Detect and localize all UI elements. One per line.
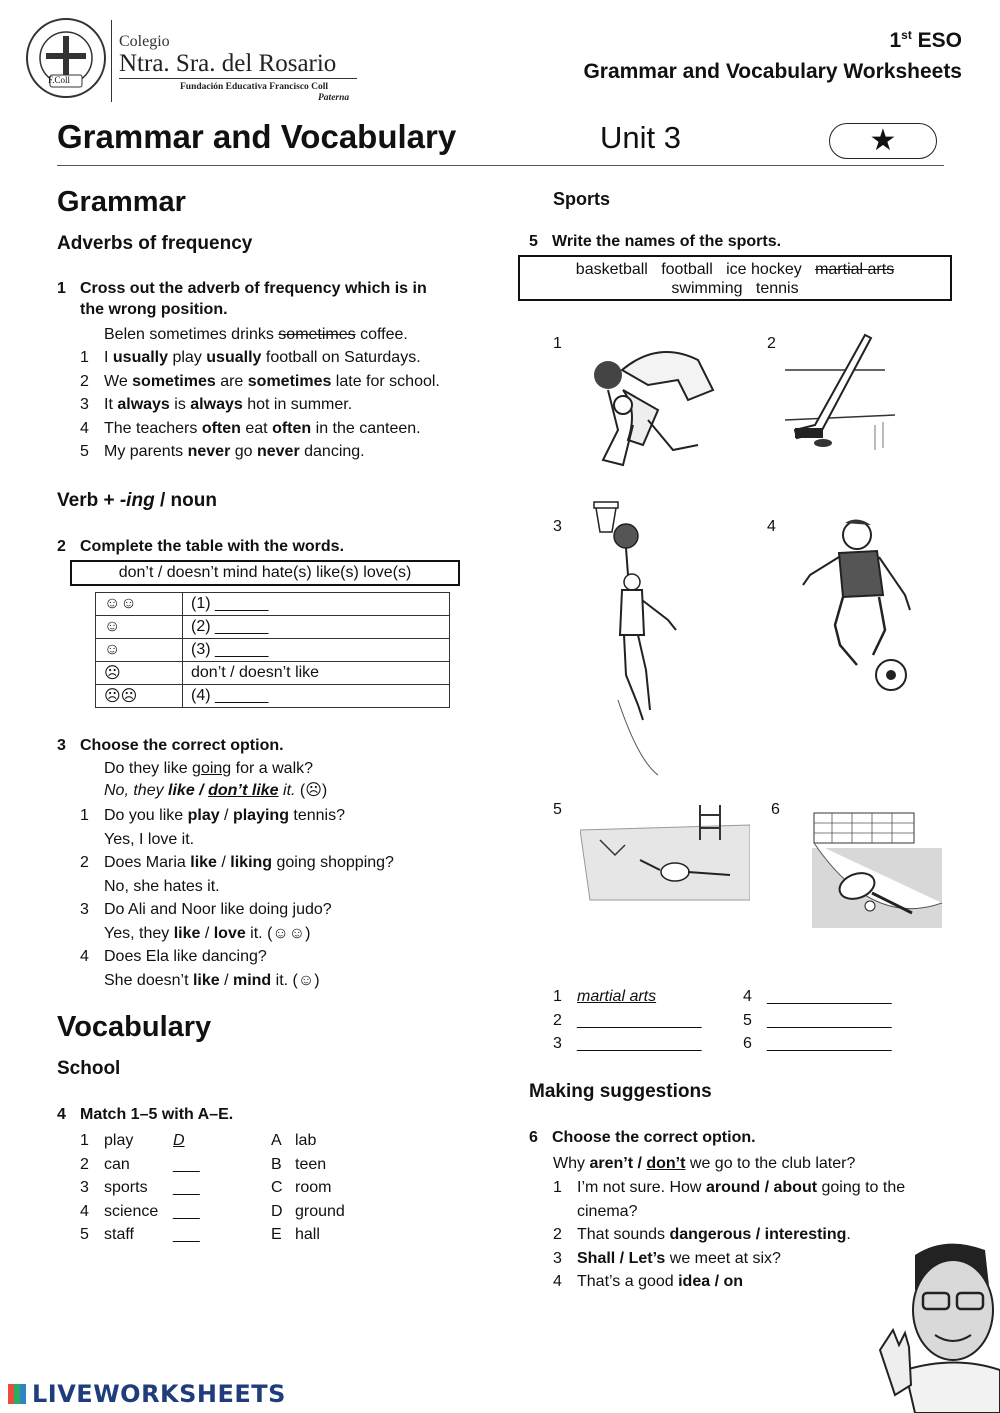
face-icon: ☹ xyxy=(96,662,183,685)
ice-hockey-picture-icon xyxy=(785,330,905,475)
school-logo-icon xyxy=(26,18,106,98)
table-cell[interactable]: (2) ______ xyxy=(183,616,450,639)
list-item[interactable]: 5 staff ___ E hall xyxy=(80,1226,320,1243)
city-name: Paterna xyxy=(318,93,350,103)
list-item[interactable]: 4 The teachers often eat often in the canteen. xyxy=(80,419,421,437)
picture-number: 1 xyxy=(553,335,562,352)
exercise-5-instruction: Write the names of the sports. xyxy=(552,233,782,250)
picture-number: 4 xyxy=(767,518,776,535)
answer-field[interactable]: ______________ xyxy=(577,1035,702,1052)
exercise-1-list xyxy=(80,348,440,466)
table-row xyxy=(96,639,450,662)
exercise-5-wordbox xyxy=(518,255,952,301)
list-item[interactable]: 2 We sometimes are sometimes late for school. xyxy=(80,372,440,390)
table-row xyxy=(96,616,450,639)
table-row xyxy=(96,662,450,685)
list-item-answer[interactable]: Yes, they like / love it. (☺☺) xyxy=(104,924,311,942)
tennis-picture-icon xyxy=(812,808,942,928)
grammar-heading: Grammar xyxy=(57,186,186,218)
answer-row: 3 ______________ 6 ______________ xyxy=(553,1035,892,1052)
table-cell[interactable]: (1) ______ xyxy=(183,593,450,616)
sports-heading: Sports xyxy=(553,189,611,209)
exercise-4-instruction: Match 1–5 with A–E. xyxy=(80,1106,234,1123)
verb-ing-heading: Verb + -ing / noun xyxy=(57,490,217,511)
list-item-answer: Yes, I love it. xyxy=(104,830,195,848)
list-item[interactable]: 3 It always is always hot in summer. xyxy=(80,396,353,413)
exercise-6-number: 6 xyxy=(529,1129,538,1146)
swimming-picture-icon xyxy=(580,800,750,905)
exercise-2-number: 2 xyxy=(57,538,66,555)
face-icon: ☺ xyxy=(96,616,183,639)
list-item[interactable]: 1 I usually play usually football on Saturdays. xyxy=(80,349,421,366)
exercise-1-number: 1 xyxy=(57,280,66,297)
answer-field[interactable]: martial arts xyxy=(577,988,657,1005)
exercise-2-wordbox: don’t / doesn’t mind hate(s) like(s) love(s) xyxy=(70,560,460,586)
table-row xyxy=(96,685,450,708)
exercise-5-number: 5 xyxy=(529,233,538,250)
list-item: 4 Does Ela like dancing? xyxy=(80,948,267,965)
exercise-3-instruction: Choose the correct option. xyxy=(80,737,284,754)
list-item[interactable]: 4 science ___ D ground xyxy=(80,1202,345,1220)
list-item[interactable]: 5 My parents never go never dancing. xyxy=(80,443,365,460)
worksheet-title: Grammar and Vocabulary Worksheets xyxy=(583,60,962,83)
picture-number: 2 xyxy=(767,335,776,352)
list-item[interactable]: 1 I’m not sure. How around / about going to the xyxy=(553,1179,906,1196)
title-rule xyxy=(57,165,944,166)
exercise-6-list xyxy=(553,1178,905,1296)
list-item[interactable]: 2 That sounds dangerous / interesting. xyxy=(553,1226,851,1243)
face-icon: ☹☹ xyxy=(96,685,183,708)
basketball-picture-icon xyxy=(588,500,698,780)
suggestions-heading: Making suggestions xyxy=(529,1081,712,1102)
exercise-6-example: Why aren’t / don’t we go to the club later? xyxy=(553,1155,856,1172)
answer-field[interactable]: ______________ xyxy=(767,1035,892,1052)
table-cell: don’t / doesn’t like xyxy=(183,662,450,685)
logo-bottom-text: F.Coll xyxy=(48,75,71,85)
list-item[interactable]: 1 play D A lab xyxy=(80,1132,317,1149)
picture-number: 3 xyxy=(553,518,562,535)
list-item-continuation: cinema? xyxy=(577,1202,638,1220)
star-level-icon: ★ xyxy=(829,123,937,159)
page-title: Grammar and Vocabulary xyxy=(57,118,457,155)
list-item: 3 Do Ali and Noor like doing judo? xyxy=(80,901,332,918)
answer-field[interactable]: ______________ xyxy=(577,1011,702,1029)
sports-answers xyxy=(553,987,953,1058)
exercise-3-example-answer: No, they like / don’t like it. (☹) xyxy=(104,782,328,799)
wordbox-line-1: basketball football ice hockey martial arts xyxy=(575,261,895,278)
vocabulary-heading: Vocabulary xyxy=(57,1011,212,1043)
teacher-avatar-icon xyxy=(875,1235,1000,1413)
exercise-6-instruction: Choose the correct option. xyxy=(552,1129,756,1146)
answer-row: 2 ______________ 5 ______________ xyxy=(553,1011,892,1029)
school-name: Ntra. Sra. del Rosario xyxy=(119,50,337,77)
list-item[interactable]: 3 Shall / Let’s we meet at six? xyxy=(553,1249,781,1267)
school-heading: School xyxy=(57,1058,121,1079)
logo-underline xyxy=(119,78,357,79)
face-icon: ☺ xyxy=(96,639,183,662)
wordbox-line-2: swimming tennis xyxy=(671,280,799,297)
face-icon: ☺☺ xyxy=(96,593,183,616)
footer-brand[interactable]: LIVEWORKSHEETS xyxy=(32,1380,286,1408)
school-small: Colegio xyxy=(119,33,170,50)
picture-number: 6 xyxy=(771,801,780,818)
table-cell[interactable]: (4) ______ xyxy=(183,685,450,708)
answer-field[interactable]: ______________ xyxy=(767,1011,892,1029)
list-item[interactable]: 3 sports ___ C room xyxy=(80,1179,332,1196)
list-item[interactable]: 2 Does Maria like / liking going shopping? xyxy=(80,854,394,871)
exercise-3-number: 3 xyxy=(57,737,66,754)
liveworksheets-logo-icon xyxy=(8,1382,32,1411)
table-row xyxy=(96,593,450,616)
exercise-3-example-question: Do they like going for a walk? xyxy=(104,760,314,777)
picture-number: 5 xyxy=(553,801,562,818)
list-item-answer[interactable]: She doesn’t like / mind it. (☺) xyxy=(104,971,320,989)
exercise-1-instruction-line1: Cross out the adverb of frequency which is in xyxy=(80,280,427,297)
list-item[interactable]: 4 That’s a good idea / on xyxy=(553,1273,744,1290)
list-item-answer: No, she hates it. xyxy=(104,877,220,895)
football-picture-icon xyxy=(795,515,915,695)
grade-label: 1st ESO xyxy=(889,28,962,52)
unit-label: Unit 3 xyxy=(600,120,681,155)
list-item[interactable]: 1 Do you like play / playing tennis? xyxy=(80,807,346,824)
answer-row: 1 martial arts 4 ______________ xyxy=(553,988,892,1005)
logo-divider xyxy=(111,20,112,102)
exercise-1-example: Belen sometimes drinks sometimes coffee. xyxy=(104,326,408,343)
martial-arts-picture-icon xyxy=(578,330,738,475)
exercise-2-instruction: Complete the table with the words. xyxy=(80,538,345,555)
exercise-1-instruction-line2: the wrong position. xyxy=(80,301,228,318)
adverbs-heading: Adverbs of frequency xyxy=(57,233,253,254)
answer-field[interactable]: ______________ xyxy=(767,988,892,1005)
exercise-4-number: 4 xyxy=(57,1106,66,1123)
list-item[interactable]: 2 can ___ B teen xyxy=(80,1155,327,1173)
foundation-name: Fundación Educativa Francisco Coll xyxy=(180,82,329,92)
matching-list xyxy=(80,1131,380,1249)
exercise-3-list xyxy=(80,806,394,994)
table-cell[interactable]: (3) ______ xyxy=(183,639,450,662)
feelings-table xyxy=(95,592,450,708)
